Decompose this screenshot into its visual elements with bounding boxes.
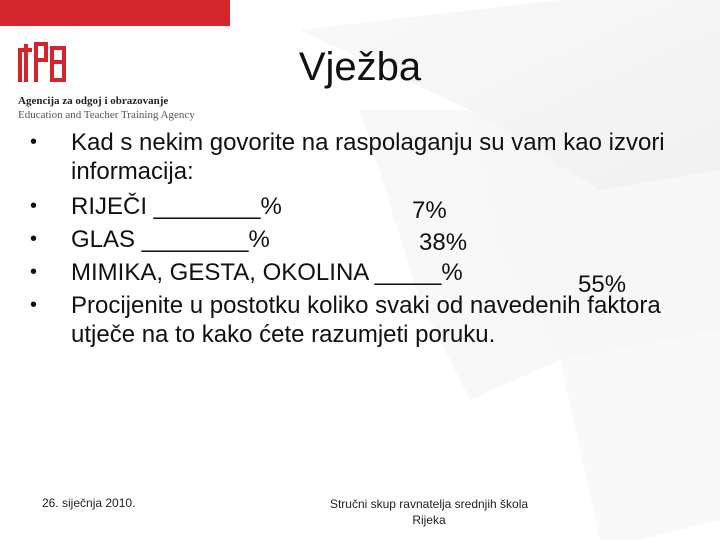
answer-words: 7% (412, 197, 447, 224)
bullet-dot-icon: • (30, 228, 38, 250)
bullet-dot-icon: • (30, 261, 38, 283)
agency-name-en: Education and Teacher Training Agency (18, 109, 195, 121)
answer-body-language: 55% (578, 271, 627, 298)
answer-voice: 38% (419, 229, 468, 256)
agency-name-hr: Agencija za odgoj i obrazovanje (18, 95, 169, 107)
bullet-item (30, 225, 690, 254)
bullet-text: Kad s nekim govorite na raspolaganju su vam kao izvori informacija: (71, 129, 665, 185)
agency-name (18, 94, 195, 122)
bullet-item (30, 291, 690, 349)
bullet-dot-icon: • (30, 294, 38, 316)
slide-title: Vježba (298, 45, 422, 89)
bullet-item (30, 192, 690, 221)
bullet-list (30, 128, 690, 355)
bullet-text: RIJEČI ________% (71, 193, 282, 220)
footer-event-line1: Stručni skup ravnatelja srednjih škola (329, 497, 529, 511)
bullet-text: MIMIKA, GESTA, OKOLINA _____% (71, 259, 463, 286)
bullet-text: Procijenite u postotku koliko svaki od navedenih faktora utječe na to kako ćete razumjeti poruku. (71, 292, 661, 348)
bullet-dot-icon: • (30, 131, 38, 153)
bullet-dot-icon: • (30, 195, 38, 217)
agency-logo-icon (18, 42, 70, 82)
footer-date: 26. siječnja 2010. (42, 496, 136, 510)
footer-event-line2: Rijeka (412, 513, 446, 527)
top-accent-bar (0, 0, 230, 26)
bullet-text: GLAS ________% (71, 226, 270, 253)
footer-event (300, 496, 558, 528)
bullet-item (30, 128, 690, 186)
